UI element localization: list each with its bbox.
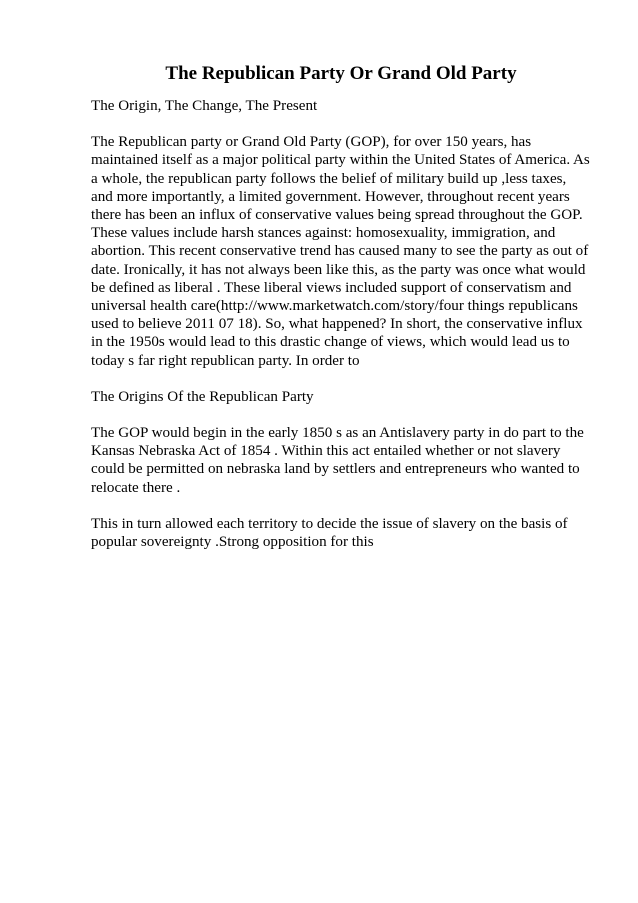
intro-paragraph: The Republican party or Grand Old Party (GOP), for over 150 years, has maintained itself as a major political party within the United States of America. As a whole, the republican party follows the belief of military build up ,less taxes, and more importantly, a limited government. However, throughout recent years there has been an influx of conservative values being spread throughout the GOP. These values include harsh stances against: homosexuality, immigration, and abortion. This recent conservative trend has caused many to see the party as out of date. Ironically, it has not always been like this, as the party was once what would be defined as liberal . These liberal views included support of conservatism and universal health care(http://www.marketwatch.com/story/four things republicans used to believe 2011 07 18). So, what happened? In short, the conservative influx in the 1950s would lead to this drastic change of views, which would lead us to today s far right republican party. In order to	[91, 134, 590, 369]
sovereignty-paragraph: This in turn allowed each territory to decide the issue of slavery on the basis of popular sovereignty .Strong opposition for this	[91, 515, 568, 551]
document-title: The Republican Party Or Grand Old Party	[165, 63, 517, 84]
document-page	[91, 62, 591, 551]
section-heading: The Origins Of the Republican Party	[91, 388, 314, 405]
document-subtitle: The Origin, The Change, The Present	[91, 98, 318, 114]
origins-paragraph: The GOP would begin in the early 1850 s as an Antislavery party in do part to the Kansas Nebraska Act of 1854 . Within this act entailed whether or not slavery could be permitted on nebraska land by settlers and entrepreneurs who wanted to relocate there .	[91, 425, 584, 496]
